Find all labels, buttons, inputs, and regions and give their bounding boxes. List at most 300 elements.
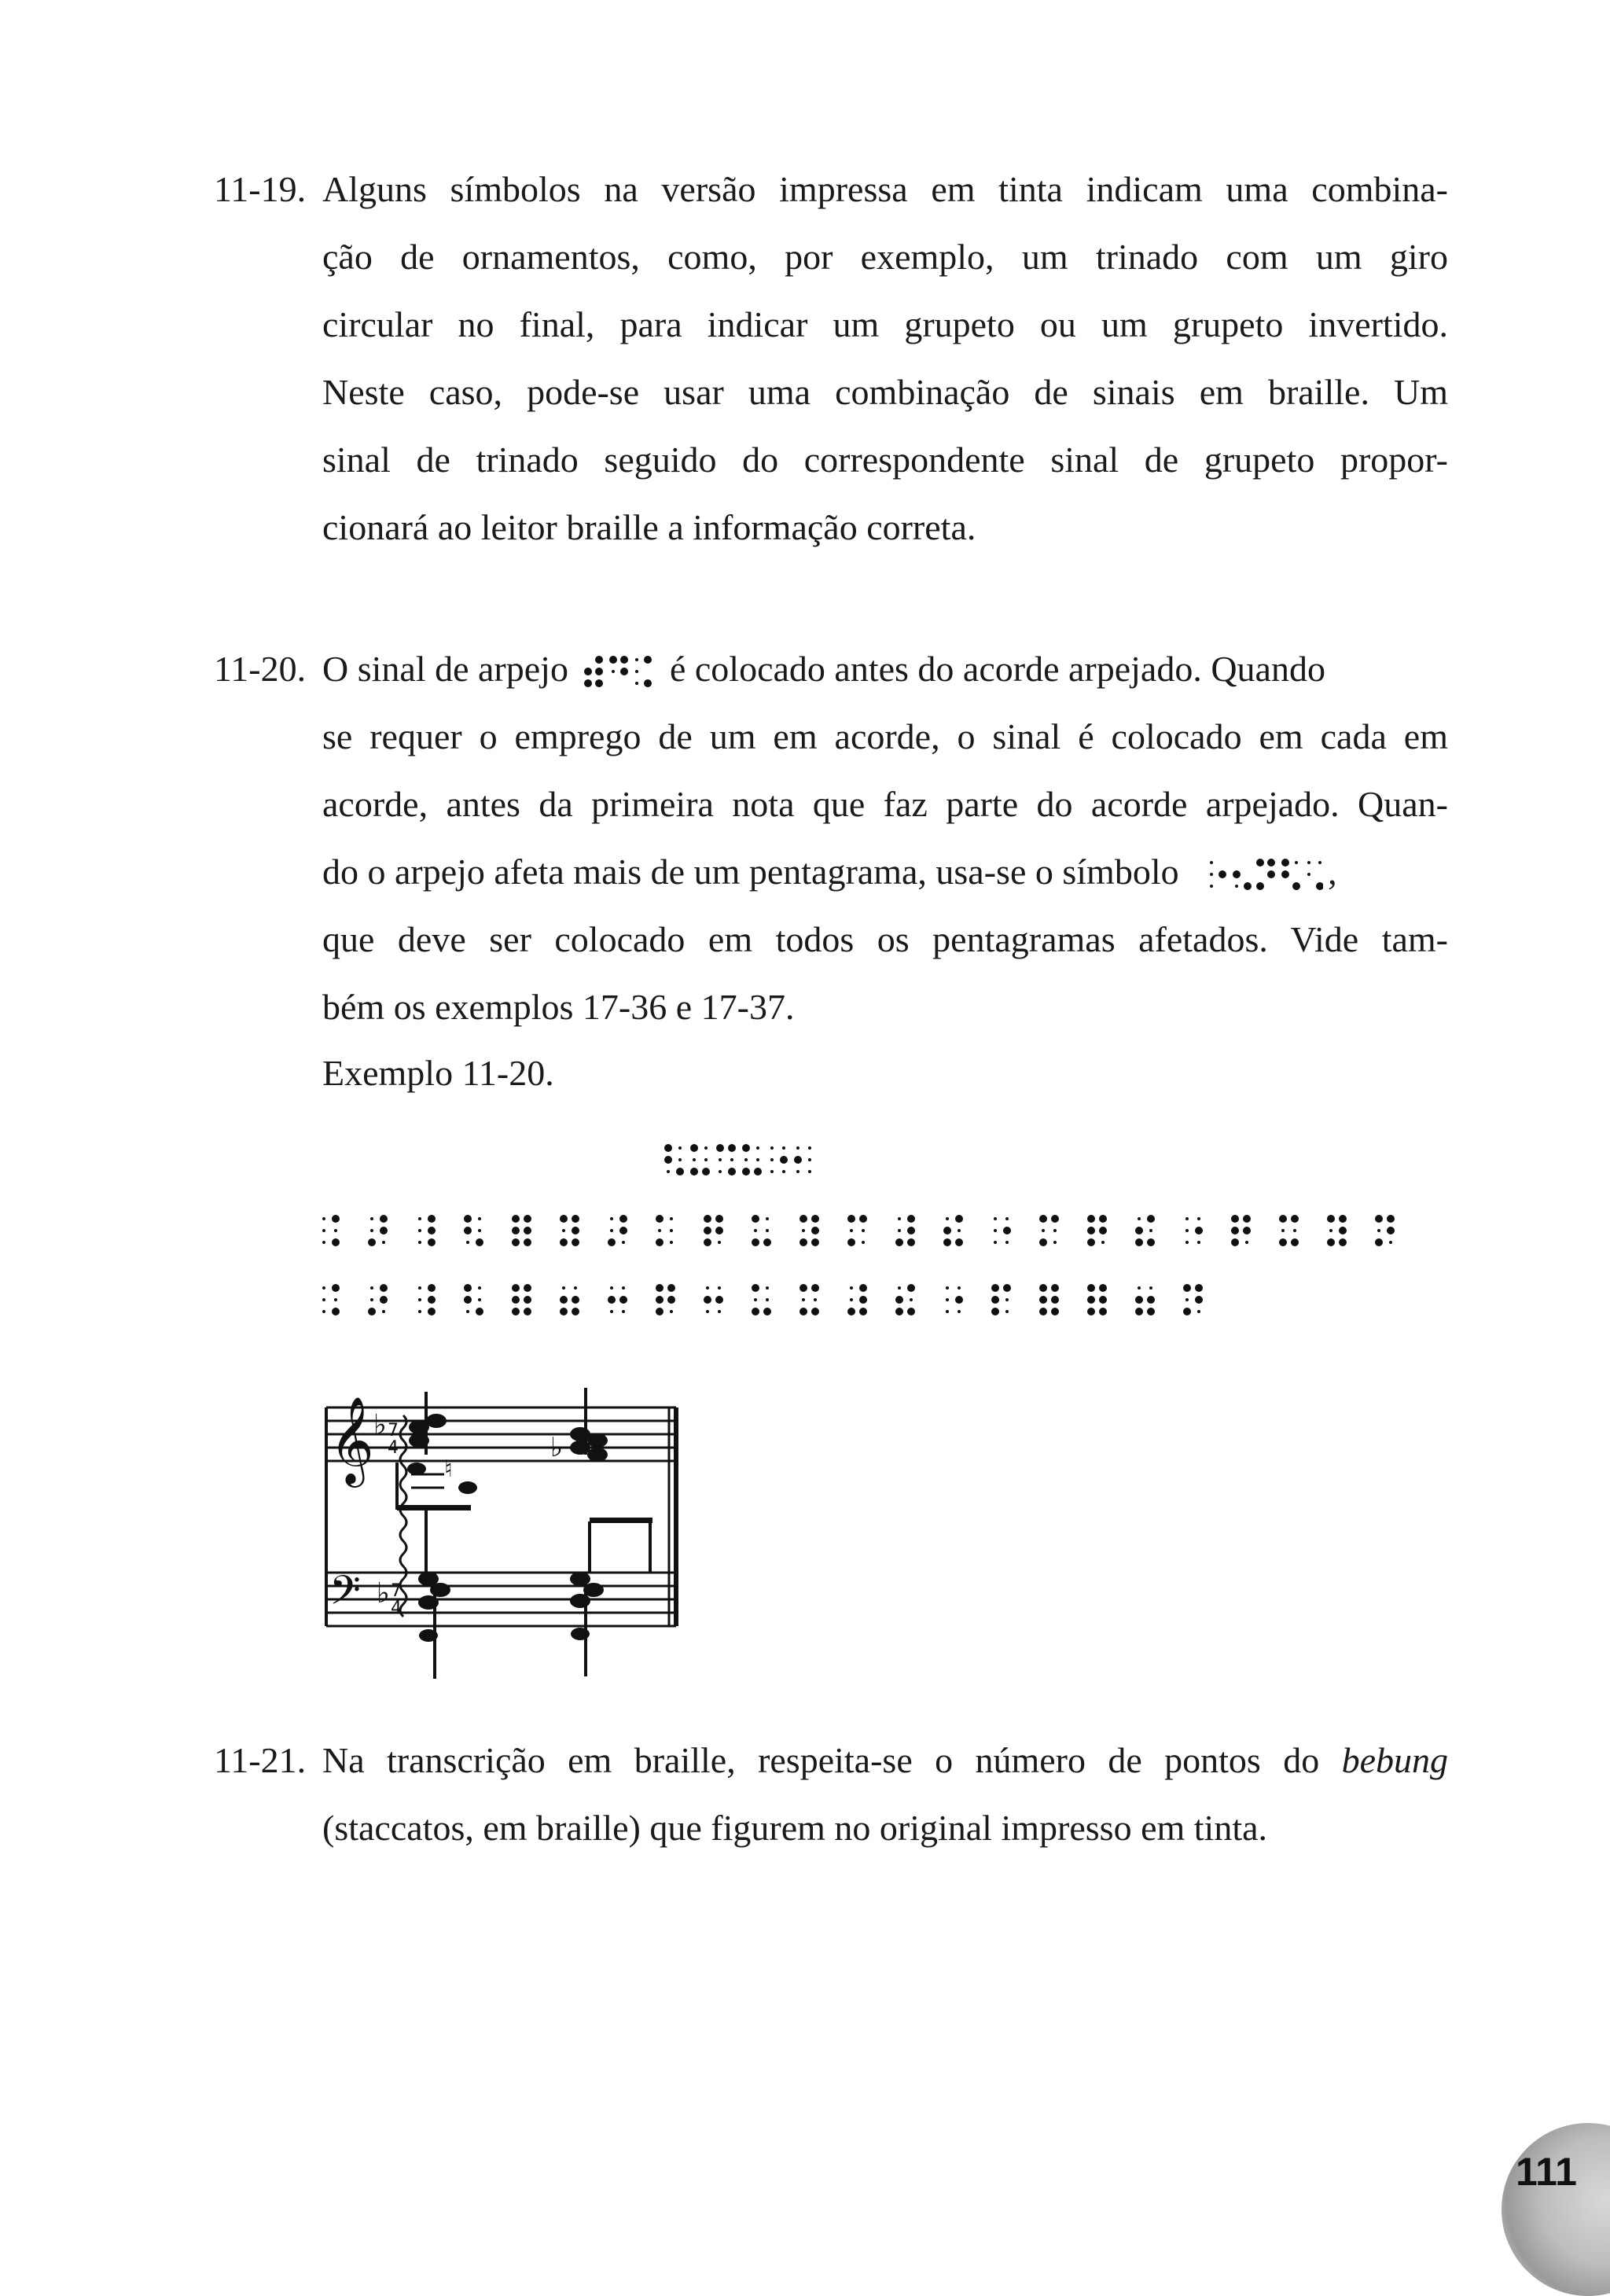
braille-guide-dot <box>946 1217 949 1220</box>
braille-dot <box>799 1308 807 1315</box>
braille-guide-dot <box>1185 1298 1189 1301</box>
braille-dot <box>512 1308 520 1315</box>
braille-dot <box>702 1168 710 1176</box>
braille-dot <box>1039 1238 1047 1246</box>
braille-dot <box>811 1284 819 1292</box>
braille-dot <box>715 1227 723 1234</box>
braille-dot <box>907 1308 915 1315</box>
emphasis-text: bebung <box>1341 1740 1448 1780</box>
braille-guide-dot <box>478 1298 481 1301</box>
braille-dot <box>1039 1215 1047 1223</box>
braille-guide-dot <box>706 1310 709 1313</box>
braille-dot <box>895 1308 903 1315</box>
braille-guide-dot <box>718 1241 721 1244</box>
section-number: 11-19. <box>214 169 307 209</box>
braille-guide-dot <box>1005 1217 1009 1220</box>
braille-dot <box>704 1296 711 1304</box>
braille-dot <box>464 1215 472 1223</box>
braille-guide-dot <box>898 1229 901 1232</box>
braille-guide-dot <box>382 1241 385 1244</box>
braille-guide-dot <box>322 1229 325 1232</box>
braille-row-lower <box>322 1284 1203 1315</box>
braille-guide-dot <box>1005 1298 1009 1301</box>
braille-dot <box>380 1227 388 1234</box>
braille-dot <box>811 1227 819 1234</box>
braille-dot <box>752 1308 759 1315</box>
braille-dot <box>1243 1215 1251 1223</box>
braille-dot <box>560 1308 568 1315</box>
braille-guide-dot <box>766 1229 769 1232</box>
braille-dot <box>1147 1215 1155 1223</box>
braille-dot <box>524 1284 531 1292</box>
braille-dot <box>943 1227 951 1234</box>
braille-dot <box>1135 1227 1143 1234</box>
braille-dot <box>656 1308 663 1315</box>
braille-dot <box>1039 1308 1047 1315</box>
braille-dot <box>991 1296 999 1304</box>
braille-dot <box>1147 1238 1155 1246</box>
braille-dot <box>859 1215 867 1223</box>
braille-dot <box>907 1238 915 1246</box>
braille-dot <box>907 1215 915 1223</box>
braille-dot <box>512 1284 520 1292</box>
braille-guide-dot <box>693 1158 696 1161</box>
braille-guide-dot <box>670 1241 673 1244</box>
braille-guide-dot <box>766 1286 769 1290</box>
braille-guide-dot <box>1005 1241 1009 1244</box>
svg-text:7: 7 <box>388 1421 399 1441</box>
braille-dot <box>907 1227 915 1234</box>
braille-dot <box>1231 1238 1239 1246</box>
braille-dot <box>572 1296 579 1304</box>
braille-guide-dot <box>678 1158 682 1161</box>
braille-dot <box>1183 1308 1191 1315</box>
braille-guide-dot <box>1138 1217 1141 1220</box>
braille-dot <box>572 1308 579 1315</box>
braille-dot <box>667 1284 675 1292</box>
braille-dot <box>1087 1215 1095 1223</box>
braille-guide-dot <box>370 1298 373 1301</box>
braille-guide-dot <box>808 1170 811 1173</box>
braille-dot <box>1099 1227 1107 1234</box>
braille-dot <box>332 1284 340 1292</box>
braille-dot <box>1051 1284 1059 1292</box>
braille-dot <box>799 1238 807 1246</box>
braille-dot <box>1279 1215 1287 1223</box>
braille-dot <box>895 1238 903 1246</box>
braille-dot <box>895 1296 903 1304</box>
braille-guide-dot <box>898 1217 901 1220</box>
braille-dot <box>368 1238 376 1246</box>
braille-dot <box>1087 1308 1095 1315</box>
braille-dot <box>667 1296 675 1304</box>
braille-guide-dot <box>670 1310 673 1313</box>
braille-dot <box>524 1227 531 1234</box>
braille-dot <box>1387 1215 1395 1223</box>
braille-dot <box>524 1215 531 1223</box>
braille-guide-dot <box>994 1241 997 1244</box>
braille-guide-dot <box>994 1229 997 1232</box>
braille-guide-dot <box>418 1310 421 1313</box>
braille-dot <box>991 1284 999 1292</box>
braille-guide-dot <box>796 1170 799 1173</box>
braille-dot <box>1387 1227 1395 1234</box>
braille-dot <box>859 1308 867 1315</box>
braille-guide-dot <box>766 1217 769 1220</box>
braille-guide-dot <box>1101 1241 1105 1244</box>
paragraph-line: circular no final, para indicar um grupeto ou um grupeto invertido. <box>322 304 1448 344</box>
braille-guide-dot <box>706 1286 709 1290</box>
braille-guide-dot <box>667 1170 670 1173</box>
braille-dot <box>1087 1296 1095 1304</box>
braille-dot <box>619 1215 627 1223</box>
braille-guide-dot <box>1053 1241 1057 1244</box>
section-number: 11-21. <box>214 1740 307 1780</box>
svg-text:♭: ♭ <box>550 1432 564 1463</box>
braille-dot <box>859 1296 867 1304</box>
braille-guide-dot <box>754 1229 757 1232</box>
braille-dot <box>1099 1308 1107 1315</box>
braille-dot <box>476 1308 483 1315</box>
braille-dot <box>368 1308 376 1315</box>
braille-guide-dot <box>322 1298 325 1301</box>
braille-guide-dot <box>766 1298 769 1301</box>
braille-guide-dot <box>418 1241 421 1244</box>
braille-dot <box>763 1238 771 1246</box>
braille-guide-dot <box>719 1158 722 1161</box>
braille-dot <box>728 1168 736 1176</box>
braille-dot <box>619 1227 627 1234</box>
braille-guide-dot <box>718 1286 721 1290</box>
braille-dot <box>1051 1308 1059 1315</box>
braille-guide-dot <box>322 1217 325 1220</box>
braille-dot <box>943 1238 951 1246</box>
paragraph-line <box>322 1739 1448 1781</box>
svg-text:4: 4 <box>388 1438 399 1458</box>
braille-dot <box>1327 1215 1335 1223</box>
braille-guide-dot <box>574 1286 577 1290</box>
braille-guide-dot <box>850 1298 853 1301</box>
braille-guide-dot <box>382 1310 385 1313</box>
braille-guide-dot <box>756 1146 759 1150</box>
braille-guide-dot <box>610 1217 613 1220</box>
braille-dot <box>656 1215 663 1223</box>
braille-guide-dot <box>730 1158 733 1161</box>
braille-guide-dot <box>1197 1310 1200 1313</box>
braille-guide-dot <box>1185 1229 1189 1232</box>
braille-guide-dot <box>814 1298 817 1301</box>
braille-dot <box>1339 1215 1347 1223</box>
braille-dot <box>476 1238 483 1246</box>
braille-guide-dot <box>1005 1310 1009 1313</box>
svg-text:♭: ♭ <box>373 1409 387 1441</box>
braille-dot <box>1051 1296 1059 1304</box>
braille-guide-dot <box>770 1170 774 1173</box>
braille-dot <box>1339 1238 1347 1246</box>
braille-guide-dot <box>370 1229 373 1232</box>
braille-dot <box>728 1144 736 1152</box>
braille-dot <box>715 1215 723 1223</box>
braille-dot <box>907 1284 915 1292</box>
braille-guide-dot <box>782 1170 785 1173</box>
braille-guide-dot <box>994 1217 997 1220</box>
braille-guide-dot <box>610 1229 613 1232</box>
braille-dot <box>1339 1227 1347 1234</box>
braille-dot <box>560 1238 568 1246</box>
text-run: do o arpejo afeta mais de um pentagrama, usa-se o símbolo <box>322 852 1179 892</box>
braille-dot <box>1099 1284 1107 1292</box>
braille-guide-dot <box>610 1310 613 1313</box>
braille-dot <box>512 1238 520 1246</box>
braille-dot <box>428 1227 436 1234</box>
braille-dot <box>1135 1308 1143 1315</box>
braille-dot <box>332 1308 340 1315</box>
braille-guide-dot <box>610 1286 613 1290</box>
braille-dot <box>955 1238 963 1246</box>
braille-guide-dot <box>562 1229 565 1232</box>
braille-guide-dot <box>946 1298 949 1301</box>
braille-guide-dot <box>756 1158 759 1161</box>
braille-guide-dot <box>334 1298 337 1301</box>
braille-dot <box>1087 1227 1095 1234</box>
paragraph-line: sinal de trinado seguido do correspondente sinal de grupeto propor- <box>322 440 1448 480</box>
braille-dot <box>1375 1215 1383 1223</box>
section-number: 11-20. <box>214 649 307 689</box>
paragraph-line <box>322 851 1337 894</box>
paragraph-line: Alguns símbolos na versão impressa em tinta indicam uma combina- <box>322 169 1448 209</box>
braille-dot <box>1231 1215 1239 1223</box>
braille-row-upper <box>322 1215 1395 1246</box>
braille-guide-dot <box>622 1241 625 1244</box>
braille-dot <box>428 1215 436 1223</box>
braille-guide-dot <box>1245 1241 1248 1244</box>
braille-guide-dot <box>1293 1229 1296 1232</box>
braille-dot <box>991 1308 999 1315</box>
braille-dot <box>847 1308 855 1315</box>
paragraph-line: que deve ser colocado em todos os pentagramas afetados. Vide tam- <box>322 919 1448 959</box>
braille-guide-dot <box>466 1241 469 1244</box>
braille-guide-dot <box>622 1286 625 1290</box>
braille-dot <box>742 1168 750 1176</box>
braille-dot <box>1231 1227 1239 1234</box>
braille-guide-dot <box>850 1286 853 1290</box>
braille-guide-dot <box>322 1310 325 1313</box>
braille-dot <box>524 1296 531 1304</box>
braille-dot <box>1291 1215 1299 1223</box>
braille-guide-dot <box>622 1310 625 1313</box>
paragraph-line: bém os exemplos 17-36 e 17-37. <box>322 987 795 1027</box>
braille-dot <box>512 1215 520 1223</box>
braille-dot <box>811 1215 819 1223</box>
braille-guide-dot <box>808 1158 811 1161</box>
braille-dot <box>752 1238 759 1246</box>
braille-dot <box>428 1284 436 1292</box>
braille-dot <box>1147 1308 1155 1315</box>
braille-dot <box>752 1215 759 1223</box>
braille-guide-dot <box>898 1286 901 1290</box>
braille-guide-dot <box>418 1229 421 1232</box>
braille-dot <box>752 1284 759 1292</box>
braille-dot <box>619 1296 627 1304</box>
braille-guide-dot <box>478 1229 481 1232</box>
braille-guide-dot <box>754 1298 757 1301</box>
braille-dot <box>742 1144 750 1152</box>
braille-guide-dot <box>770 1158 774 1161</box>
braille-guide-dot <box>1197 1241 1200 1244</box>
braille-dot <box>690 1144 698 1152</box>
braille-guide-dot <box>334 1229 337 1232</box>
example-label: Exemplo 11-20. <box>322 1053 554 1093</box>
svg-text:𝄢: 𝄢 <box>329 1566 361 1624</box>
text-run: O sinal de arpejo <box>322 649 568 689</box>
braille-dot <box>1099 1215 1107 1223</box>
braille-guide-dot <box>322 1241 325 1244</box>
braille-guide-dot <box>418 1217 421 1220</box>
braille-guide-dot <box>478 1286 481 1290</box>
braille-dot <box>1183 1284 1191 1292</box>
braille-dot <box>332 1215 340 1223</box>
braille-guide-dot <box>946 1310 949 1313</box>
braille-dot <box>524 1238 531 1246</box>
braille-dot <box>1099 1296 1107 1304</box>
braille-guide-dot <box>1377 1229 1380 1232</box>
braille-dot <box>656 1284 663 1292</box>
braille-dot <box>572 1227 579 1234</box>
braille-dot <box>664 1156 672 1164</box>
paragraph-line: (staccatos, em braille) que figurem no original impresso em tinta. <box>322 1808 1268 1848</box>
braille-dot <box>1039 1284 1047 1292</box>
braille-dot <box>464 1284 472 1292</box>
braille-dot <box>1195 1284 1203 1292</box>
braille-dot <box>1375 1238 1383 1246</box>
braille-guide-dot <box>1329 1229 1332 1232</box>
svg-text:4: 4 <box>391 1599 402 1618</box>
braille-dot <box>859 1284 867 1292</box>
multi-staff-arpeggio-braille-sign <box>1205 856 1323 894</box>
braille-guide-dot <box>910 1298 913 1301</box>
braille-guide-dot <box>802 1298 805 1301</box>
braille-guide-dot <box>1053 1229 1057 1232</box>
braille-guide-dot <box>466 1310 469 1313</box>
braille-dot <box>690 1168 698 1176</box>
braille-dot <box>847 1238 855 1246</box>
braille-guide-dot <box>862 1229 865 1232</box>
arpeggio-braille-sign <box>582 653 656 691</box>
text-run: é colocado antes do acorde arpejado. Quando <box>669 649 1325 689</box>
braille-guide-dot <box>562 1286 565 1290</box>
braille-dot <box>1087 1284 1095 1292</box>
braille-guide-dot <box>670 1217 673 1220</box>
paragraph-line: cionará ao leitor braille a informação correta. <box>322 507 976 547</box>
braille-guide-dot <box>678 1146 682 1150</box>
braille-dot <box>1195 1227 1203 1234</box>
braille-example <box>0 1132 1610 1337</box>
braille-dot <box>676 1168 684 1176</box>
braille-guide-dot <box>1185 1217 1189 1220</box>
braille-dot <box>608 1238 616 1246</box>
svg-text:♮: ♮ <box>444 1455 453 1483</box>
braille-dot <box>1135 1238 1143 1246</box>
braille-row-title <box>664 1144 811 1176</box>
braille-guide-dot <box>862 1241 865 1244</box>
braille-dot <box>704 1238 711 1246</box>
braille-dot <box>716 1144 724 1152</box>
braille-guide-dot <box>850 1229 853 1232</box>
braille-guide-dot <box>802 1229 805 1232</box>
text-run: Na transcrição em braille, respeita-se o número de pontos do <box>322 1740 1320 1780</box>
braille-dot <box>572 1215 579 1223</box>
braille-dot <box>1003 1284 1011 1292</box>
braille-guide-dot <box>958 1229 961 1232</box>
braille-guide-dot <box>719 1170 722 1173</box>
braille-dot <box>1279 1238 1287 1246</box>
braille-dot <box>811 1238 819 1246</box>
braille-dot <box>428 1296 436 1304</box>
svg-text:♭: ♭ <box>377 1577 390 1610</box>
braille-dot <box>664 1144 672 1152</box>
braille-dot <box>332 1238 340 1246</box>
braille-guide-dot <box>744 1158 748 1161</box>
paragraph-line <box>322 648 1325 691</box>
braille-guide-dot <box>1197 1217 1200 1220</box>
braille-guide-dot <box>704 1158 708 1161</box>
page-number: 111 <box>1516 2150 1577 2194</box>
braille-dot <box>560 1296 568 1304</box>
braille-guide-dot <box>718 1310 721 1313</box>
braille-dot <box>512 1227 520 1234</box>
braille-dot <box>656 1238 663 1246</box>
braille-dot <box>715 1296 723 1304</box>
braille-dot <box>428 1238 436 1246</box>
braille-dot <box>1243 1227 1251 1234</box>
braille-dot <box>380 1215 388 1223</box>
braille-dot <box>704 1215 711 1223</box>
braille-guide-dot <box>418 1298 421 1301</box>
braille-dot <box>1003 1227 1011 1234</box>
braille-guide-dot <box>478 1217 481 1220</box>
braille-dot <box>754 1168 762 1176</box>
braille-dot <box>560 1215 568 1223</box>
braille-dot <box>380 1296 388 1304</box>
braille-dot <box>608 1296 616 1304</box>
braille-guide-dot <box>370 1217 373 1220</box>
braille-dot <box>512 1296 520 1304</box>
braille-guide-dot <box>1149 1286 1152 1290</box>
braille-guide-dot <box>770 1146 774 1150</box>
braille-dot <box>1147 1296 1155 1304</box>
braille-dot <box>799 1284 807 1292</box>
braille-dot <box>794 1156 802 1164</box>
braille-dot <box>1291 1238 1299 1246</box>
braille-guide-dot <box>704 1146 708 1150</box>
braille-dot <box>1087 1238 1095 1246</box>
paragraph-line: Neste caso, pode-se usar uma combinação de sinais em braille. Um <box>322 372 1448 412</box>
paragraph-line: ção de ornamentos, como, por exemplo, um trinado com um giro <box>322 237 1448 277</box>
braille-dot <box>799 1215 807 1223</box>
braille-guide-dot <box>1185 1241 1189 1244</box>
braille-guide-dot <box>946 1286 949 1290</box>
braille-guide-dot <box>1149 1229 1152 1232</box>
braille-dot <box>428 1308 436 1315</box>
braille-dot <box>464 1227 472 1234</box>
braille-dot <box>780 1156 788 1164</box>
braille-guide-dot <box>1281 1229 1285 1232</box>
music-score-example <box>318 1384 696 1683</box>
braille-guide-dot <box>958 1286 961 1290</box>
svg-text:𝄞: 𝄞 <box>329 1396 374 1484</box>
braille-dot <box>955 1296 963 1304</box>
braille-guide-dot <box>1389 1241 1392 1244</box>
